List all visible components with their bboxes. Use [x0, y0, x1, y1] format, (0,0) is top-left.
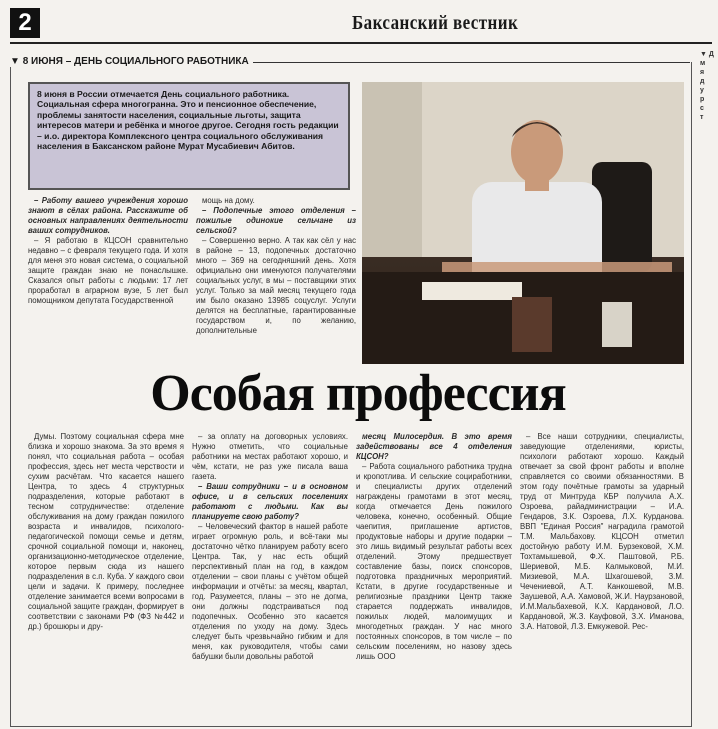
text-paragraph: мощь на дому. [202, 196, 255, 205]
article-photo [362, 82, 684, 364]
text-paragraph: – Человеческий фактор в нашей работе играет огромную роль, и всё-таки мы достаточно чётко планируем работу всего Центра. Так, у нас есть общий перспективный план на год, в каждом отделении – свои планы с учётом общей информации и отчёты: за месяц, квартал, год. Разумеется, планы – это не догма, они должны подстраиваться под подопечных. Особенно это касается отделения по уходу на дому. Здесь следует быть чрезвычайно гибким и для меня, как руководителя, чтобы сами бабушки были довольны работой [192, 522, 348, 661]
text-paragraph: – Совершенно верно. А так как сёл у нас в районе – 13, подопечных достаточно много – 369 на сегодняшний день. Хотя официально они именуются получателями социальных услуг, в мы – поставщики этих услуг. Только за май месяц текущего года им было оказано 13985 соцуслуг. Услуги делятся на бесплатные, гарантированные государством и, по желанию, дополнительные [196, 236, 356, 335]
question-paragraph: – Ваши сотрудники – и в основном офисе, и в сельских поселениях работают с людьми. Как вы планируете свою работу? [192, 482, 348, 521]
text-paragraph: – Все наши сотрудники, специалисты, заведующие отделениями, юристы, психологи работают хорошо. Каждый отвечает за свой фронт работы и вполне справляется со своими обязанностями. В этом году почётные грамоты за ударный труд от Минтруда КБР получила А.Х. Озроева, райадминистрации – И.А. Гендаров, З.К. Озроева, Л.Х. Курданова. ВВП "Единая Россия" наградила грамотой Т.М. Мальбахову. КЦСОН отметил достойную работу И.М. Бурзековой, Х.М. Тохтамышевой, Ф.Х. Паштовой, Р.Б. Шериевой, М.Б. Калмыковой, М.И. Мизиевой, М.А. Шхагошевой, З.М. Чечениевой, А.Т. Канкошевой, М.В. Заушевой, А.А. Хамовой, Ж.И. Наурзановой, И.М.Мальбахевой, К.Х. Кардановой, Л.О. Кардановой, Ж.З. Кауфовой, З.Х. Иманова, З.А. Натовой, Л.З. Емкужевой. Рес- [520, 432, 684, 631]
lower-column-1 [28, 432, 184, 724]
text-paragraph: – Я работаю в КЦСОН сравнительно недавно – с февраля текущего года. И хотя для меня это новая система, о социальной защите граждан знаю не понаслышке. Сказался опыт работы с людьми: 17 лет проработал в аграрном вузе, 5 лет был помощником депутата Государственной [28, 236, 188, 305]
lower-column-2 [192, 432, 348, 724]
header-rule [10, 42, 712, 44]
question-paragraph: месяц Милосердия. В это время задействованы все 4 отделения КЦСОН? [356, 432, 512, 461]
lower-column-4 [520, 432, 684, 724]
text-paragraph: Думы. Поэтому социальная сфера мне близка и хорошо знакома. За это время я понял, что социальная работа – особая профессия, здесь нет места черствости и сухим расчётам. Что касается нашего Центра, то здесь 4 структурных подразделения, которые работают в тесном сотрудничестве: отделение обслуживания на дому граждан пожилого возраста и инвалидов, психолого-педагогической помощи семье и детям, срочной социальной помощи и, наконец, организационно-методическое отделение, которое первым сюда из нашего подразделения в с.п. Куба. У каждого свои цели и задачи. К примеру, последнее отделение занимается всеми вопросами в социальной защите граждан, формирует в соответствии с законами РФ (ФЗ №442 и др.) брошюры и дру- [28, 432, 184, 631]
photo-illustration [362, 82, 684, 364]
text-paragraph: – Работа социального работника трудна и кропотлива. И сельские социработники, и специалисты других отделений награждены грамотами в этот месяц, когда отмечается День пожилого человека, конечно, особенный. Общие чаепития, приглашение артистов, продуктовые наборы и другие подарки – это лишь видимый результат работы всех отделений. Этому предшествует составление базы, поиск спонсоров, подготовка праздничных мероприятий. Кстати, в другие государственные и религиозные праздники Центр также старается поддержать инвалидов, пожилых людей, малоимущих и многодетных граждан. У нас много постоянных спонсоров, в том числе – по сельским поселениям, но назову здесь лишь ООО [356, 462, 512, 661]
upper-column-1 [28, 196, 188, 362]
text-paragraph: – за оплату на договорных условиях. Нужно отметить, что социальные работники на местах работают хорошо, и чём, кстати, не раз уже писала ваша газета. [192, 432, 348, 481]
adjacent-article-edge: ▼ Д м я д у р с т [700, 51, 714, 121]
rubric-text: 8 ИЮНЯ – ДЕНЬ СОЦИАЛЬНОГО РАБОТНИКА [22, 56, 249, 67]
lead-box: 8 июня в России отмечается День социального работника. Социальная сфера многогранна. Это и пенсионное обеспечение, проблемы занятости населения, социальные льготы, защита интересов матери и ребёнка и многое другое. Сегодня гость редакции – и.о. директора Комплексного центра социального обслуживания населения в Баксанском районе Мурат Мусабиевич Абитов. [28, 82, 350, 190]
page-number: 2 [10, 8, 40, 38]
question-paragraph: – Подопечные этого отделения – пожилые одинокие сельчане из сельской? [196, 206, 356, 235]
rubric: ▼ 8 ИЮНЯ – ДЕНЬ СОЦИАЛЬНОГО РАБОТНИКА [10, 56, 253, 67]
question-paragraph: – Работу вашего учреждения хорошо знают в сёлах района. Расскажите об основных направлениях деятельности ваших сотрудников. [28, 196, 188, 235]
lower-column-3 [356, 432, 512, 724]
headline: Особая профессия [150, 365, 566, 422]
upper-column-2 [196, 196, 356, 362]
newspaper-title: Баксанский вестник [352, 12, 519, 34]
